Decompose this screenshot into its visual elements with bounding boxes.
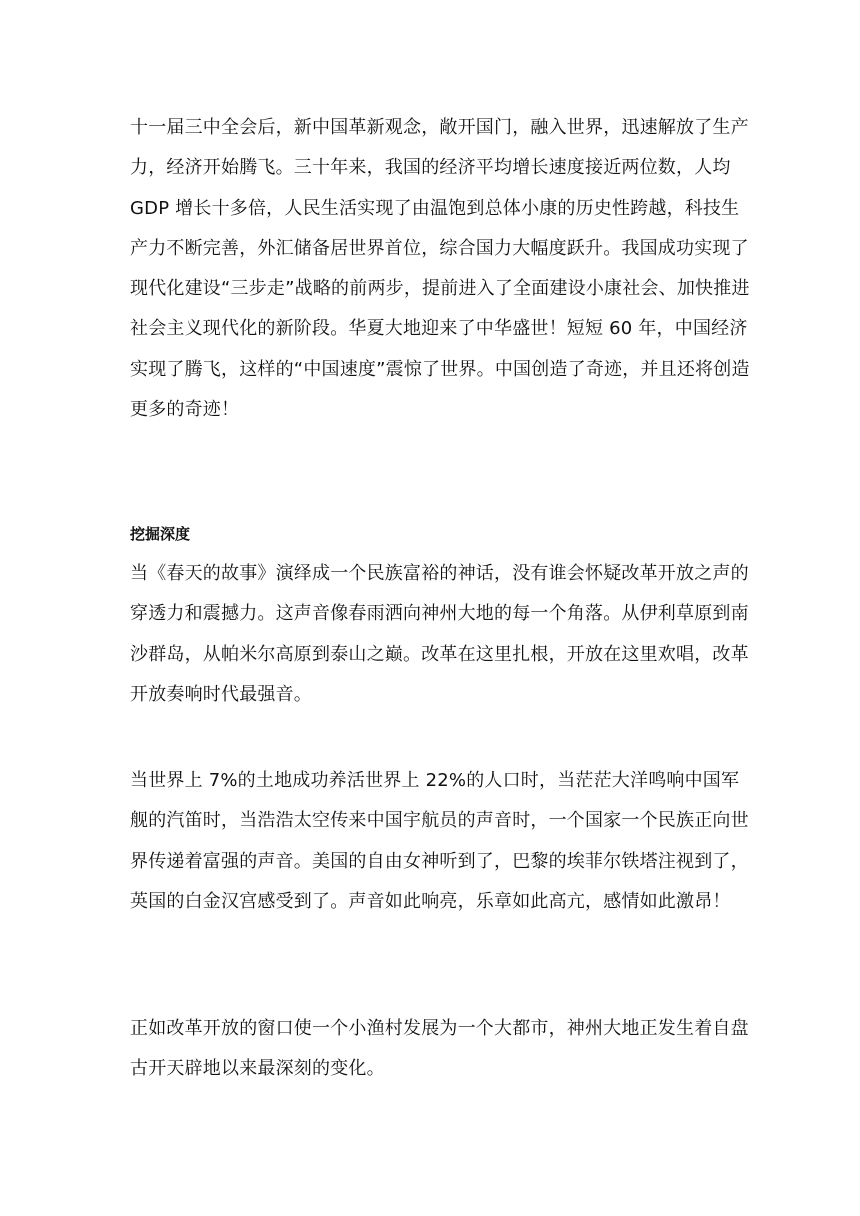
body-paragraph-4: 正如改革开放的窗口使一个小渔村发展为一个大都市，神州大地正发生着自盘古开天辟地以来最深刻的变化。	[130, 1018, 749, 1080]
section-heading: 挖掘深度	[130, 525, 191, 543]
body-paragraph-3: 当世界上 7%的土地成功养活世界上 22%的人口时，当茫茫大洋鸣响中国军舰的汽笛时，当浩浩太空传来中国宇航员的声音时，一个国家一个民族正向世界传递着富强的声音。美国的自由女神听到了，巴黎的埃菲尔铁塔注视到了，英国的白金汉宫感受到了。声音如此响亮，乐章如此高亢，感情如此激昂！	[130, 770, 749, 912]
body-paragraph-2: 当《春天的故事》演绎成一个民族富裕的神话，没有谁会怀疑改革开放之声的穿透力和震撼力。这声音像春雨洒向神州大地的每一个角落。从伊利草原到南沙群岛，从帕米尔高原到泰山之巅。改革在这里扎根，开放在这里欢唱，改革开放奏响时代最强音。	[130, 563, 749, 705]
body-paragraph-1: 十一届三中全会后，新中国革新观念，敞开国门，融入世界，迅速解放了生产力，经济开始腾飞。三十年来，我国的经济平均增长速度接近两位数，人均 GDP 增长十多倍，人民生活实现了由温饱到总体小康的历史性跨越，科技生产力不断完善，外汇储备居世界首位，综合国力大幅度跃升。我国成功实现了现代化建设“三步走”战略的前两步，提前进入了全面建设小康社会、加快推进社会主义现代化的新阶段。华夏大地迎来了中华盛世！短短 60 年，中国经济实现了腾飞，这样的“中国速度”震惊了世界。中国创造了奇迹，并且还将创造更多的奇迹！	[130, 117, 750, 421]
